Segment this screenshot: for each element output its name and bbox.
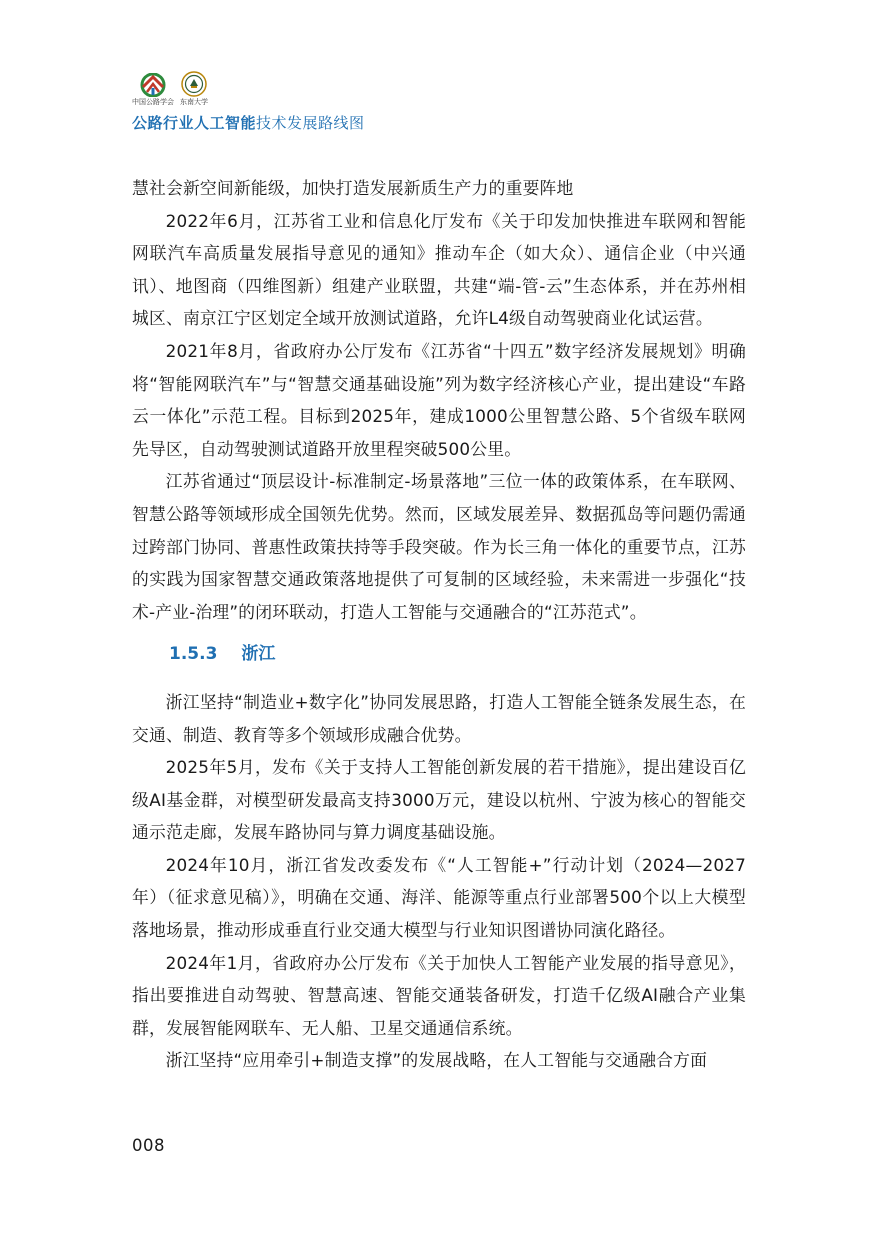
- university-emblem-icon: [181, 71, 207, 97]
- page-header: [132, 70, 732, 133]
- body-paragraph: 浙江坚持“应用牵引+制造支撑”的发展战略，在人工智能与交通融合方面: [165, 1050, 708, 1071]
- body-paragraph: 浙江坚持“制造业+数字化”协同发展思路，打造人工智能全链条发展生态，在交通、制造、教育等多个领域形成融合优势。: [132, 691, 746, 745]
- document-title: [132, 112, 732, 133]
- page-number: 008: [132, 1136, 165, 1155]
- page-content: [132, 172, 746, 1077]
- section-title: 浙江: [241, 644, 276, 665]
- org1-logo: [132, 73, 174, 106]
- section-heading: [132, 638, 746, 671]
- org1-name: 中国公路学会: [132, 98, 174, 106]
- org2-name: 东南大学: [180, 98, 208, 106]
- body-paragraph: 2024年10月，浙江省发改委发布《“人工智能+”行动计划（2024—2027年）（征求意见稿）》，明确在交通、海洋、能源等重点行业部署500个以上大模型落地场景，推动形成垂直行业交通大模型与行业知识图谱协同演化路径。: [132, 854, 746, 941]
- org2-logo: [180, 71, 208, 106]
- title-rest-part: 技术发展路线图: [256, 114, 365, 132]
- body-paragraph: 2025年5月，发布《关于支持人工智能创新发展的若干措施》，提出建设百亿级AI基金群，对模型研发最高支持3000万元，建设以杭州、宁波为核心的智能交通示范走廊，发展车路协同与算力调度基础设施。: [132, 757, 746, 843]
- highway-society-logo-icon: [135, 73, 171, 97]
- body-paragraph: 2024年1月，省政府办公厅发布《关于加快人工智能产业发展的指导意见》，指出要推进自动驾驶、智慧高速、智能交通装备研发，打造千亿级AI融合产业集群，发展智能网联车、无人船、卫星交通通信系统。: [132, 952, 746, 1038]
- body-paragraph: 慧社会新空间新能级，加快打造发展新质生产力的重要阵地: [132, 178, 574, 198]
- body-paragraph: 江苏省通过“顶层设计-标准制定-场景落地”三位一体的政策体系，在车联网、智慧公路等领域形成全国领先优势。然而，区域发展差异、数据孤岛等问题仍需通过跨部门协同、普惠性政策扶持等手段突破。作为长三角一体化的重要节点，江苏的实践为国家智慧交通政策落地提供了可复制的区域经验，未来需进一步强化“技术-产业-治理”的闭环联动，打造人工智能与交通融合的“江苏范式”。: [132, 471, 746, 622]
- title-bold-part: 公路行业人工智能: [132, 114, 257, 132]
- body-paragraph: 2022年6月，江苏省工业和信息化厅发布《关于印发加快推进车联网和智能网联汽车高质量发展指导意见的通知》推动车企（如大众）、通信企业（中兴通讯）、地图商（四维图新）组建产业联盟，共建“端-管-云”生态体系，并在苏州相城区、南京江宁区划定全域开放测试道路，允许L4级自动驾驶商业化试运营。: [132, 210, 746, 329]
- logo-row: [132, 70, 732, 106]
- body-paragraph: 2021年8月，省政府办公厅发布《江苏省“十四五”数字经济发展规划》明确将“智能网联汽车”与“智慧交通基础设施”列为数字经济核心产业，提出建设“车路云一体化”示范工程。目标到2025年，建成1000公里智慧公路、5个省级车联网先导区，自动驾驶测试道路开放里程突破500公里。: [132, 340, 746, 459]
- section-number: 1.5.3: [169, 644, 218, 665]
